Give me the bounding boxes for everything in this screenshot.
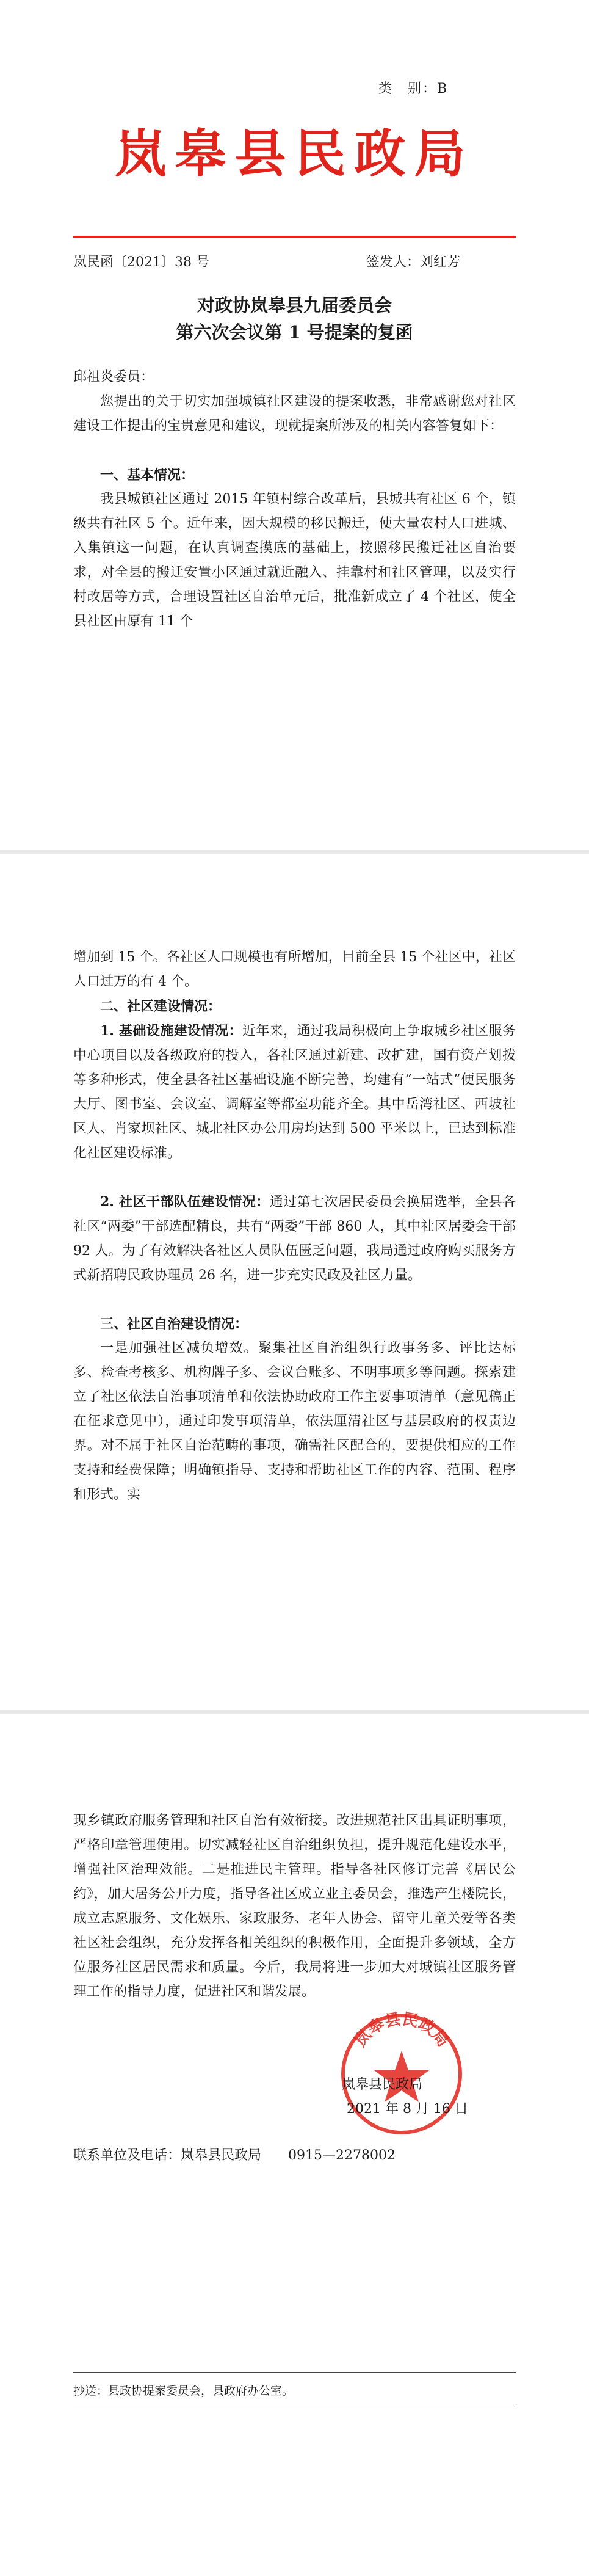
document-number: 岚民函〔2021〕38 号 [73,255,209,270]
signer-label: 签发人：刘红芳 [366,255,461,270]
document-page-1 [0,0,589,850]
salutation: 邱祖炎委员： [73,369,154,385]
issuing-org-heading: 岚皋县民政局 [115,123,474,184]
contact-line [73,2144,396,2168]
seal-text: 岚皋县民政局 [351,2010,452,2051]
self-governance-paragraph: 一是加强社区减负增效。聚集社区自治组织行政事务多、评比达标多、检查考核多、机构牌子多、会议台账多、不明事项多等问题。探索建立了社区依法自治事项清单和依法协助政府工作主要事项清单（意见稿正在征求意见中），通过印发事项清单，依法厘清社区与基层政府的权责边界。对不属于社区自治范畴的事项，确需社区配合的，要提供相应的工作支持和经费保障；明确镇指导、支持和帮助社区工作的内容、范围、程序和形式。实 [73,1341,516,1502]
self-governance-paragraph-continued: 现乡镇政府服务管理和社区自治有效衔接。改进规范社区出具证明事项，严格印章管理使用。切实减轻社区自治组织负担，提升规范化建设水平，增强社区治理效能。二是推进民主管理。指导各社区修订完善《居民公约》，加大居务公开力度，指导各社区成立业主委员会，推选产生楼院长，成立志愿服务、文化娱乐、家政服务、老年人协会、留守儿童关爱等各类社区社会组织，充分发挥各相关组织的积极作用，全面提升多领域，全方位服务社区居民需求和质量。今后，我局将进一步加大对城镇社区服务管理工作的指导力度，促进社区和谐发展。 [73,1813,516,1999]
document-page-2 [0,854,589,1710]
document-title-line-2: 第六次会议第 1 号提案的复函 [176,322,413,343]
closing-date: 2021 年 8 月 16 日 [347,2101,468,2117]
contact-label: 联系单位及电话： [73,2148,181,2163]
cadre-team-paragraph [73,1190,516,1288]
cc-separator-line [73,2372,516,2373]
section-heading-basic: 一、基本情况： [100,467,195,483]
category-label: 类 别：B [378,81,449,96]
infrastructure-text: 近年来，通过我局积极向上争取城乡社区服务中心项目以及各级政府的投入，各社区通过新建、改扩建，国有资产划拨等多种形式，使全县各社区基础设施不断完善，均建有“一站式”便民服务大厅、图书室、会议室、调解室等都室功能齐全。其中岳湾社区、西坡社区人、肖家坝社区、城北社区办公用房均达到 500 平米以上，已达到标准化社区建设标准。 [73,1024,516,1161]
section-heading-community-building: 二、社区建设情况： [100,999,222,1014]
closing-org: 岚皋县民政局 [342,2077,423,2092]
document-page-3 [0,1714,589,2576]
infrastructure-label: 1. 基础设施建设情况： [100,1023,242,1039]
intro-paragraph: 您提出的关于切实加强城镇社区建设的提案收悉，非常感谢您对社区建设工作提出的宝贵意见和建议，现就提案所涉及的相关内容答复如下： [73,394,516,434]
cadre-team-text: 通过第七次居民委员会换届选举，全县各社区“两委”干部选配精良，共有“两委”干部 860 人，其中社区居委会干部 92 人。为了有效解决各社区人员队伍匮乏问题，我局通过政府购买服务方式新招聘民政协理员 26 名，进一步充实民政及社区力量。 [73,1195,516,1283]
cc-line: 抄送：县政协提案委员会，县政府办公室。 [73,2384,294,2398]
red-separator-line [73,236,516,238]
document-title-line-1: 对政协岚皋县九届委员会 [197,295,392,316]
contact-value: 岚皋县民政局 0915—2278002 [181,2148,396,2163]
basic-situation-paragraph: 我县城镇社区通过 2015 年镇村综合改革后，县城共有社区 6 个，镇级共有社区 5 个。近年来，因大规模的移民搬迁，使大量农村人口进城、入集镇这一问题，在认真调查摸底的基础上，按照移民搬迁社区自治要求，对全县的搬迁安置小区通过就近融入、挂靠村和社区管理，以及实行村改居等方式，合理设置社区自治单元后，批准新成立了 4 个社区，使全县社区由原有 11 个 [73,492,516,629]
cadre-team-label: 2. 社区干部队伍建设情况： [100,1194,270,1210]
section-heading-self-governance: 三、社区自治建设情况： [100,1316,248,1332]
basic-situation-paragraph-continued: 增加到 15 个。各社区人口规模也有所增加，目前全县 15 个社区中，社区人口过万的有 4 个。 [73,950,516,989]
infrastructure-paragraph [73,1019,516,1166]
